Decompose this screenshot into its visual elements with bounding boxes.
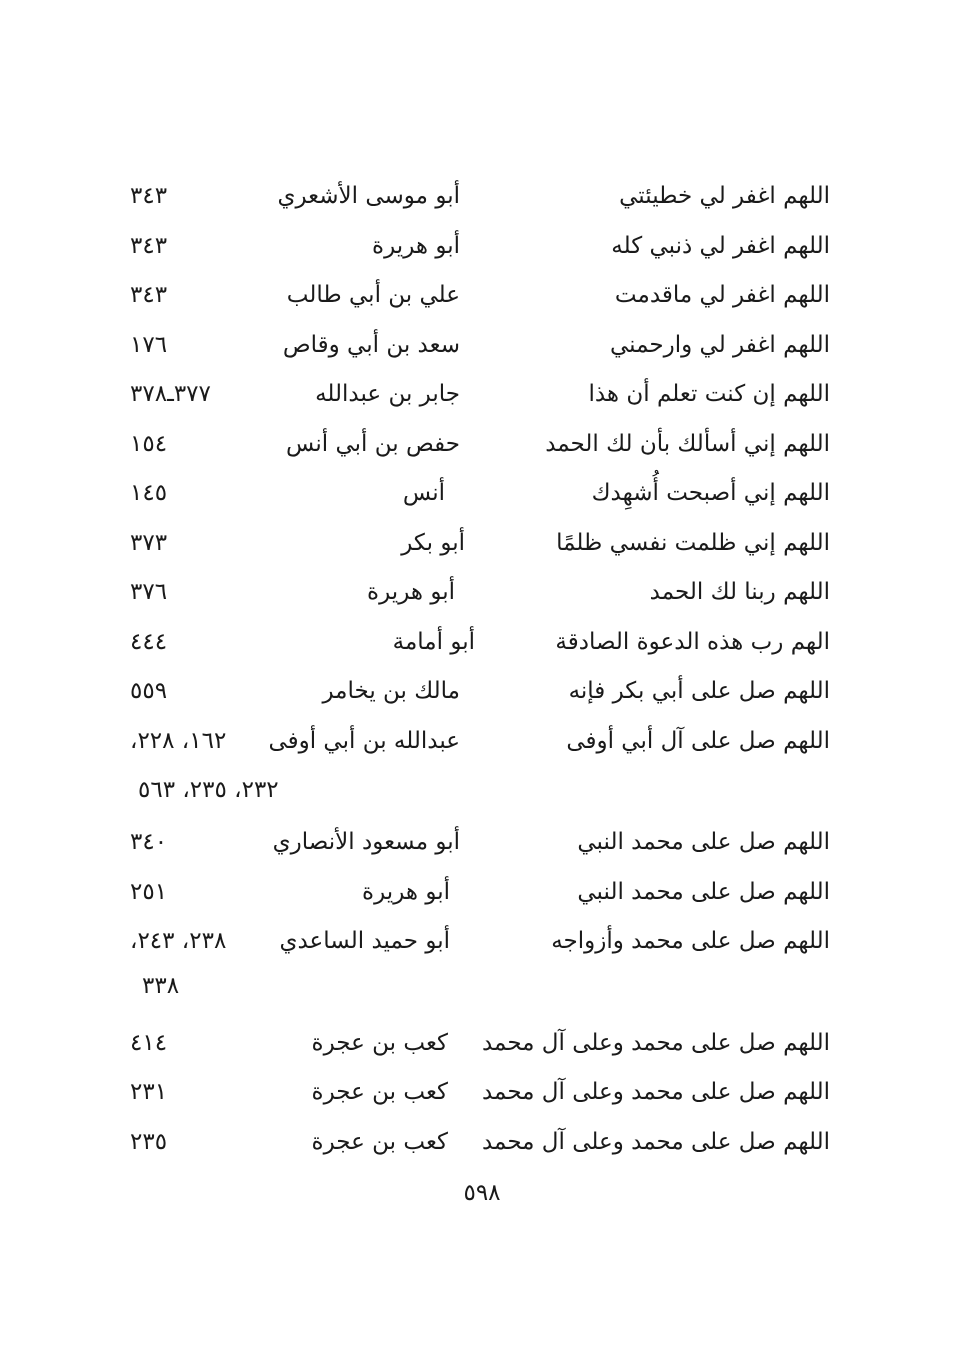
entry-phrase: اللهم صل على محمد وعلى آل محمد <box>481 1128 830 1155</box>
index-entry <box>130 818 830 868</box>
index-entry <box>130 321 830 371</box>
entry-narrator: أبو حميد الساعدي <box>279 928 450 954</box>
page-number: ٥٩٨ <box>463 1180 501 1206</box>
index-entry <box>130 469 830 519</box>
entry-narrator: سعد بن أبي وقاص <box>282 331 460 358</box>
entry-pages: ٢٥١ <box>130 878 168 905</box>
entry-pages: ١٦٢، ٢٢٨، <box>130 727 227 754</box>
entry-phrase: اللهم صل على محمد النبي <box>577 829 830 855</box>
index-entry <box>130 222 830 272</box>
entry-narrator: عبدالله بن أبي أوفى <box>268 727 460 754</box>
entry-phrase: اللهم صل على آل أبي أوفى <box>566 727 830 754</box>
index-entry <box>130 1118 830 1168</box>
entry-narrator: أنس <box>402 480 445 506</box>
entry-narrator: أبو مسعود الأنصاري <box>272 829 460 855</box>
entry-narrator: أبو هريرة <box>367 579 455 605</box>
entry-pages: ٣٤٣ <box>130 183 168 209</box>
index-entry <box>130 1019 830 1069</box>
entry-pages-continued: ٣٣٨ <box>142 972 180 999</box>
index-entry <box>130 717 830 767</box>
entry-pages: ٢٣١ <box>130 1079 168 1105</box>
index-entry <box>130 519 830 569</box>
index-entry <box>130 618 830 668</box>
entry-phrase: اللهم اغفر لي وارحمني <box>609 331 830 358</box>
entry-narrator: كعب بن عجرة <box>311 1128 448 1155</box>
entry-pages-continued: ٢٣٢، ٢٣٥، ٥٦٣ <box>138 777 279 803</box>
index-entry <box>130 667 830 717</box>
index-entry <box>130 172 830 222</box>
entry-narrator: مالك بن يخامر <box>322 678 460 704</box>
entry-pages: ٣٧٧ـ٣٧٨ <box>130 381 211 407</box>
entry-narrator: أبو أمامة <box>392 628 475 655</box>
index-entry-continuation <box>130 967 830 1005</box>
entry-pages: ٢٣٥ <box>130 1128 168 1155</box>
entry-phrase: اللهم صل على محمد وأزواجه <box>551 928 830 954</box>
index-entry <box>130 917 830 967</box>
entry-phrase: اللهم إني أصبحت أُشهِدك <box>591 480 830 506</box>
entry-pages: ١٧٦ <box>130 331 168 358</box>
index-entry <box>130 568 830 618</box>
entry-phrase: اللهم اغفر لي ذنبي كله <box>611 232 830 259</box>
index-entry <box>130 271 830 321</box>
entry-narrator: أبو بكر <box>401 529 465 556</box>
entry-narrator: جابر بن عبدالله <box>315 381 460 407</box>
entry-pages: ٣٤٠ <box>130 829 168 855</box>
entry-pages: ٤١٤ <box>130 1029 168 1056</box>
entry-pages: ١٥٤ <box>130 430 168 457</box>
entry-narrator: كعب بن عجرة <box>311 1079 448 1105</box>
entry-phrase: اللهم صل على محمد وعلى آل محمد <box>481 1029 830 1056</box>
index-entry <box>130 370 830 420</box>
index-entry <box>130 420 830 470</box>
entry-narrator: علي بن أبي طالب <box>286 282 460 308</box>
entry-pages: ٤٤٤ <box>130 628 168 655</box>
entry-pages: ٥٥٩ <box>130 678 168 704</box>
entry-narrator: حفص بن أبي أنس <box>286 430 460 457</box>
entry-pages: ٣٤٣ <box>130 282 168 308</box>
entry-pages: ٣٧٣ <box>130 529 168 556</box>
entry-phrase: اللهم صل على محمد النبي <box>577 878 830 905</box>
entry-narrator: أبو هريرة <box>372 232 460 259</box>
entry-phrase: اللهم صل على أبي بكر فإنه <box>568 678 830 704</box>
entry-narrator: أبو هريرة <box>362 878 450 905</box>
entry-phrase: اللهم اغفر لي خطيئتي <box>619 183 830 209</box>
entry-phrase: اللهم ربنا لك الحمد <box>649 579 830 605</box>
entry-phrase: اللهم صل على محمد وعلى آل محمد <box>481 1079 830 1105</box>
entry-phrase: اللهم إني ظلمت نفسي ظلمًا <box>556 529 830 556</box>
entry-pages: ٢٣٨، ٢٤٣، <box>130 928 227 954</box>
index-entry <box>130 868 830 918</box>
entry-phrase: اللهم إني أسألك بأن لك الحمد <box>545 430 830 457</box>
entry-narrator: أبو موسى الأشعري <box>277 183 460 209</box>
entry-phrase: اللهم اغفر لي ماقدمت <box>614 282 830 308</box>
entry-pages: ١٤٥ <box>130 480 168 506</box>
index-entry <box>130 1068 830 1118</box>
index-entry-continuation <box>130 766 830 810</box>
entry-narrator: كعب بن عجرة <box>311 1029 448 1056</box>
entry-phrase: اللهم إن كنت تعلم أن هذا <box>588 381 830 407</box>
hadith-index-list <box>130 172 830 1167</box>
entry-pages: ٣٧٦ <box>130 579 168 605</box>
entry-pages: ٣٤٣ <box>130 232 168 259</box>
entry-phrase: الهم رب هذه الدعوة الصادقة <box>555 628 830 655</box>
